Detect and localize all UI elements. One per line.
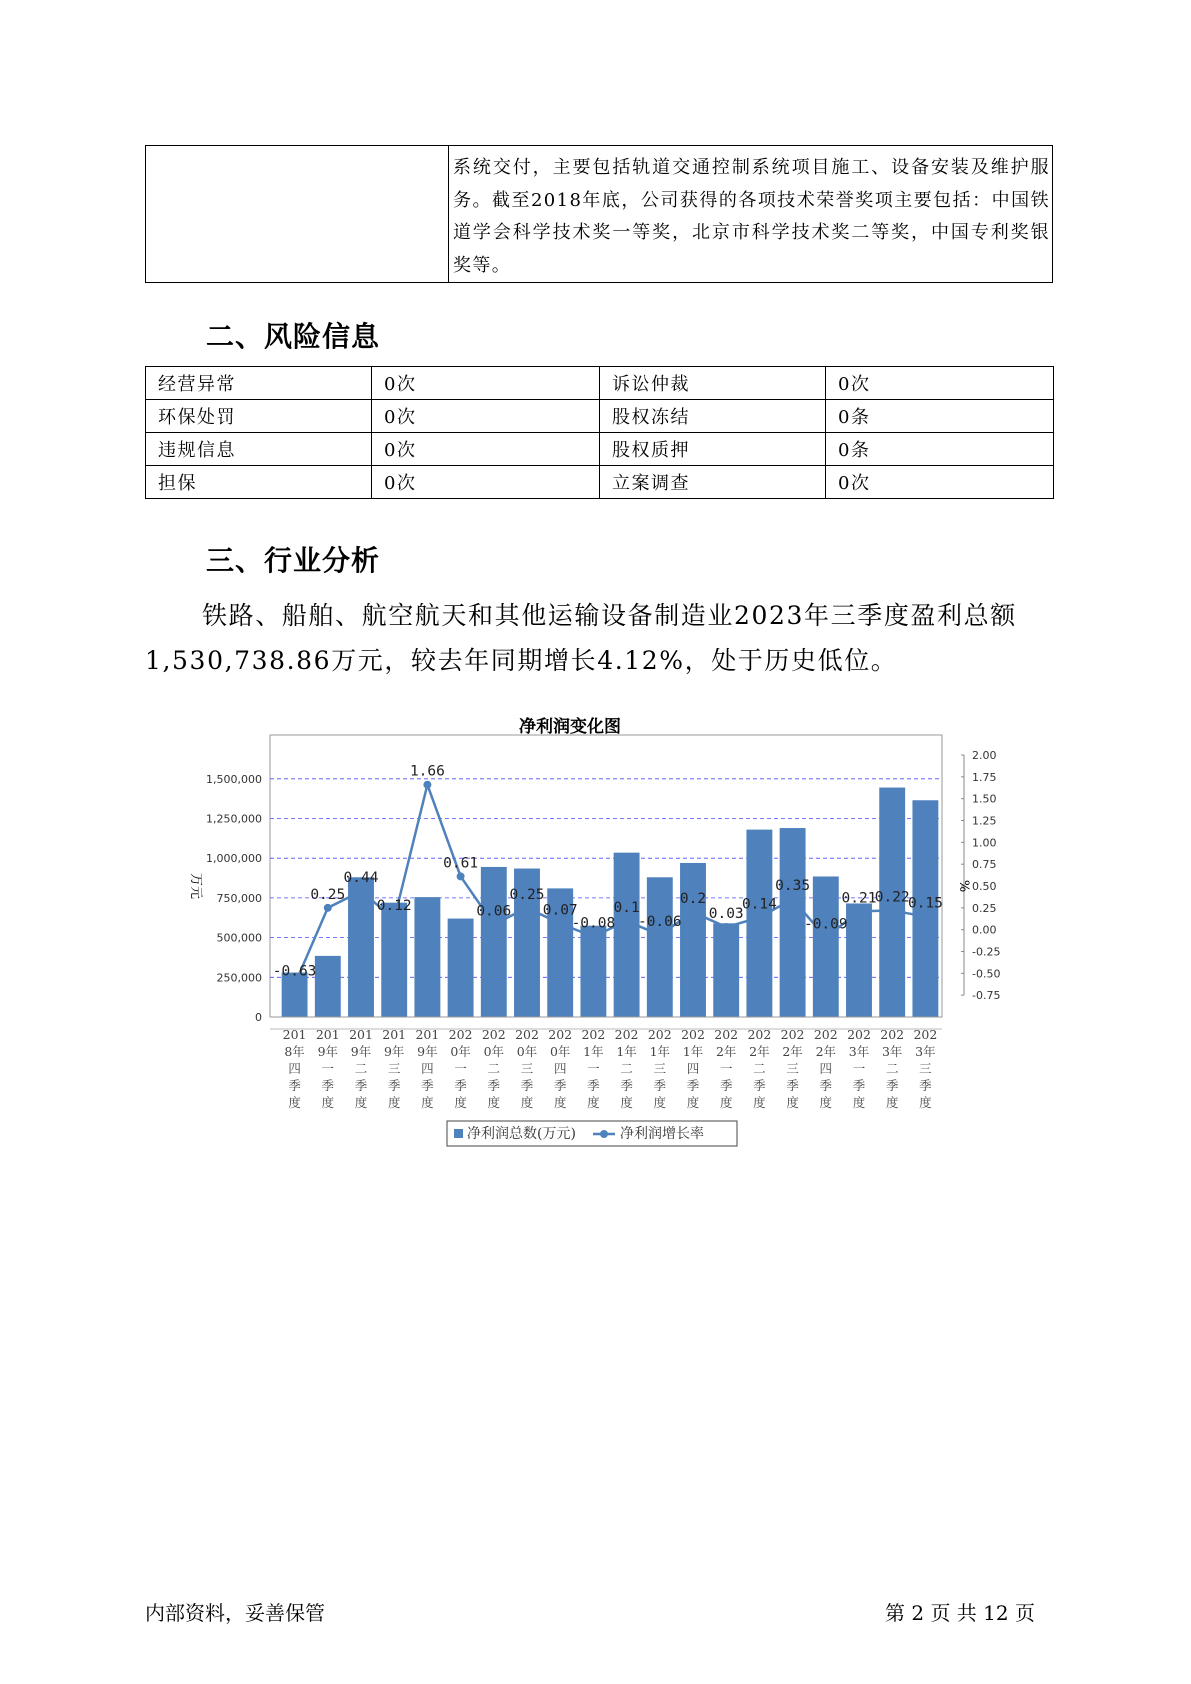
data-label: 0.06 <box>476 903 512 920</box>
x-tick-label: 202 1年一季度 <box>581 1027 606 1110</box>
growth-point <box>589 933 597 941</box>
page-number: 第 2 页 共 12 页 <box>885 1601 1035 1625</box>
data-label: 0.25 <box>509 886 545 903</box>
table-row <box>146 400 1054 433</box>
growth-point <box>888 906 896 914</box>
y-axis-label: 万元 <box>188 872 203 900</box>
data-label: 0.61 <box>443 855 479 872</box>
y-tick-label: 1,000,000 <box>206 852 262 866</box>
data-label: 0.14 <box>741 896 777 913</box>
risk-value: 0次 <box>826 466 1054 499</box>
risk-value: 0次 <box>372 433 600 466</box>
data-label: 0.12 <box>376 898 412 915</box>
table-row <box>146 433 1054 466</box>
growth-point <box>656 931 664 939</box>
data-label: 0.1 <box>613 899 640 916</box>
risk-label: 股权冻结 <box>600 400 826 433</box>
data-label: -0.63 <box>272 963 317 980</box>
risk-label: 违规信息 <box>146 433 372 466</box>
data-label: 0.2 <box>679 891 707 908</box>
growth-point <box>623 917 631 925</box>
y2-tick-label: -0.25 <box>972 945 1001 959</box>
y2-tick-label: 1.75 <box>972 770 997 784</box>
x-tick-label: 202 2年一季度 <box>714 1027 739 1110</box>
data-label: 0.15 <box>907 895 943 912</box>
bar <box>780 828 806 1017</box>
legend-bar-label: 净利润总数(万元) <box>467 1126 576 1142</box>
x-tick-label: 202 3年一季度 <box>847 1027 871 1110</box>
x-tick-label: 202 0年三季度 <box>515 1027 539 1110</box>
data-label: 0.07 <box>542 902 578 919</box>
y-tick-label: 250,000 <box>216 971 262 985</box>
y2-tick-label: 0.50 <box>972 880 997 893</box>
bar <box>713 923 739 1017</box>
y2-tick-label: 0.75 <box>972 858 997 872</box>
data-label: 0.03 <box>708 906 744 923</box>
y-tick-label: 1,250,000 <box>206 812 262 826</box>
chart-svg <box>170 710 1001 1170</box>
legend-bar-swatch <box>454 1129 463 1138</box>
y2-tick-label: 1.00 <box>972 836 997 850</box>
intro-text-cell: 系统交付，主要包括轨道交通控制系统项目施工、设备安装及维护服务。截至2018年底，公司获得的各项技术荣誉奖项主要包括：中国铁道学会科学技术奖一等奖，北京市科学技术奖二等奖，中国专利奖银奖等。 <box>449 146 1053 283</box>
data-label: -0.06 <box>637 913 682 930</box>
data-label: 0.25 <box>310 886 346 903</box>
risk-label: 经营异常 <box>146 367 372 400</box>
x-tick-label: 202 0年四季度 <box>548 1027 573 1110</box>
growth-point <box>789 895 797 903</box>
growth-point <box>689 908 697 916</box>
table-row <box>146 466 1054 499</box>
y2-tick-label: -0.75 <box>972 989 1001 1003</box>
net-profit-chart <box>170 710 1001 1170</box>
data-label: 0.35 <box>775 878 811 895</box>
data-label: -0.08 <box>571 915 616 932</box>
growth-point <box>457 872 465 880</box>
y-tick-label: 750,000 <box>216 891 262 905</box>
growth-point <box>523 904 531 912</box>
x-tick-label: 202 2年三季度 <box>780 1027 805 1110</box>
y2-tick-label: 2.00 <box>972 749 997 762</box>
growth-point <box>921 913 929 921</box>
section-heading-industry: 三、行业分析 <box>206 544 381 577</box>
bar <box>846 903 872 1017</box>
growth-point <box>556 920 564 928</box>
bar <box>647 877 673 1017</box>
y-tick-label: 1,500,000 <box>206 772 262 786</box>
growth-point <box>855 907 863 915</box>
chart-title: 净利润变化图 <box>519 717 621 737</box>
growth-point <box>423 781 431 789</box>
x-tick-label: 202 0年一季度 <box>448 1027 473 1110</box>
x-tick-label: 202 0年二季度 <box>481 1027 506 1110</box>
bar <box>813 876 839 1017</box>
x-tick-label: 201 9年二季度 <box>349 1027 373 1110</box>
x-tick-label: 202 3年三季度 <box>913 1027 938 1110</box>
data-label: 0.44 <box>343 870 379 887</box>
risk-label: 担保 <box>146 466 372 499</box>
growth-point <box>722 923 730 931</box>
growth-point <box>390 915 398 923</box>
bar <box>448 919 474 1017</box>
risk-value: 0次 <box>372 400 600 433</box>
bar <box>315 956 341 1017</box>
bar <box>481 867 507 1017</box>
y-tick-label: 0 <box>255 1011 262 1024</box>
bar <box>414 897 440 1017</box>
table-row <box>146 367 1054 400</box>
risk-label: 股权质押 <box>600 433 826 466</box>
risk-value: 0次 <box>372 466 600 499</box>
x-tick-label: 202 1年二季度 <box>614 1027 639 1110</box>
growth-point <box>291 981 299 989</box>
footer-confidential: 内部资料，妥善保管 <box>145 1601 325 1625</box>
data-label: 1.66 <box>409 763 445 780</box>
legend-line-label: 净利润增长率 <box>620 1126 704 1142</box>
section-heading-risk: 二、风险信息 <box>206 320 381 353</box>
risk-value: 0条 <box>826 400 1054 433</box>
y2-tick-label: 0.00 <box>972 923 997 937</box>
data-label: -0.09 <box>803 916 848 933</box>
risk-label: 环保处罚 <box>146 400 372 433</box>
bar <box>746 830 772 1017</box>
growth-point <box>822 934 830 942</box>
industry-paragraph <box>145 593 1053 683</box>
data-label: 0.21 <box>841 890 877 907</box>
risk-value: 0次 <box>826 367 1054 400</box>
growth-point <box>357 887 365 895</box>
growth-point <box>324 904 332 912</box>
risk-value: 0条 <box>826 433 1054 466</box>
y2-tick-label: 0.25 <box>972 901 997 915</box>
x-tick-label: 202 2年二季度 <box>747 1027 772 1110</box>
x-tick-label: 202 1年三季度 <box>647 1027 672 1110</box>
company-intro-table <box>145 145 1053 283</box>
bar <box>614 853 640 1017</box>
x-tick-label: 202 1年四季度 <box>681 1027 705 1110</box>
growth-point <box>490 920 498 928</box>
x-tick-label: 201 8年四季度 <box>282 1027 307 1110</box>
bar <box>680 863 706 1017</box>
risk-label: 立案调查 <box>600 466 826 499</box>
risk-info-table <box>145 366 1054 499</box>
intro-label-cell <box>146 146 449 283</box>
data-label: 0.22 <box>874 889 910 906</box>
growth-point <box>755 913 763 921</box>
legend-line-marker <box>600 1130 608 1138</box>
industry-paragraph-text: 铁路、船舶、航空航天和其他运输设备制造业2023年三季度盈利总额1,530,738.86万元，较去年同期增长4.12%，处于历史低位。 <box>145 601 1017 675</box>
risk-value: 0次 <box>372 367 600 400</box>
x-tick-label: 201 9年四季度 <box>415 1027 440 1110</box>
risk-label: 诉讼仲裁 <box>600 367 826 400</box>
y2-tick-label: 1.25 <box>972 814 997 828</box>
x-tick-label: 202 3年二季度 <box>880 1027 905 1110</box>
y-tick-label: 500,000 <box>216 931 262 945</box>
y2-tick-label: -0.50 <box>972 967 1001 981</box>
x-tick-label: 202 2年四季度 <box>813 1027 838 1110</box>
x-tick-label: 201 9年三季度 <box>382 1027 407 1110</box>
x-tick-label: 201 9年一季度 <box>315 1027 340 1110</box>
y2-axis-label: % <box>956 879 971 893</box>
y2-tick-label: 1.50 <box>972 792 997 806</box>
